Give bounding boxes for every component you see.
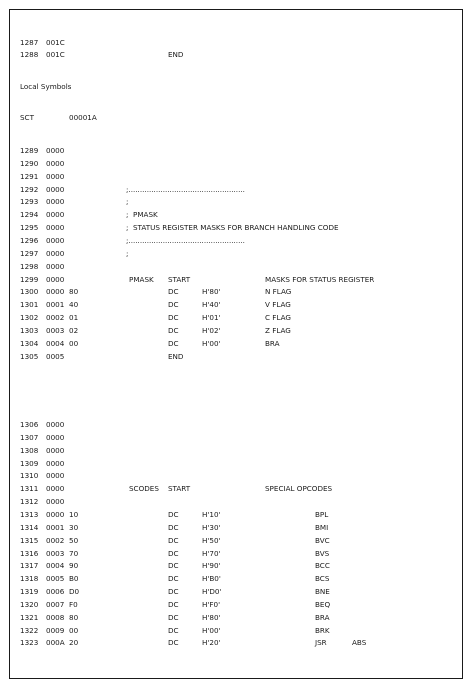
line-number: 1319 <box>20 587 39 597</box>
listing-line <box>10 470 462 482</box>
line-source-comment: ;................................................... <box>126 184 245 194</box>
line-operand: H'00' <box>202 625 221 635</box>
line-operand: H'40' <box>202 300 221 310</box>
line-address: 0000 <box>46 458 65 468</box>
line-operand: H'10' <box>202 509 221 519</box>
line-comment-extra: ABS <box>352 638 367 648</box>
line-source-comment: ; STATUS REGISTER MASKS FOR BRANCH HANDLING CODE <box>126 223 339 233</box>
line-object-code: 00 <box>69 625 79 635</box>
listing-line <box>10 612 462 624</box>
listing-line <box>10 496 462 508</box>
line-opcode: DC <box>168 313 179 323</box>
listing-line <box>10 235 462 247</box>
line-number: 1287 <box>20 38 39 47</box>
line-object-code: 80 <box>69 612 79 622</box>
line-address: 0002 <box>46 535 65 545</box>
listing-line <box>10 261 462 273</box>
listing-line <box>10 419 462 431</box>
listing-line <box>10 274 462 286</box>
line-comment: BVC <box>315 535 330 545</box>
line-object-code: F0 <box>69 599 78 609</box>
listing-line <box>10 637 462 649</box>
line-comment: BCC <box>315 561 330 571</box>
line-number: 1292 <box>20 184 39 194</box>
line-number: 1315 <box>20 535 39 545</box>
line-number: 1317 <box>20 561 39 571</box>
line-object-code: 90 <box>69 561 79 571</box>
line-number: 1309 <box>20 458 39 468</box>
line-comment: SPECIAL OPCODES <box>265 484 333 494</box>
listing-line <box>10 509 462 521</box>
line-comment: BNE <box>315 587 330 597</box>
line-opcode: DC <box>168 574 179 584</box>
line-address: 0002 <box>46 313 65 323</box>
listing-page <box>9 9 463 679</box>
line-number: 1322 <box>20 625 39 635</box>
line-source-comment: ; PMASK <box>126 210 158 220</box>
line-opcode: END <box>168 50 184 59</box>
line-address: 0000 <box>46 287 65 297</box>
line-opcode: DC <box>168 599 179 609</box>
line-number: 1318 <box>20 574 39 584</box>
line-object-code: 50 <box>69 535 79 545</box>
listing-line <box>10 548 462 560</box>
line-address: 0000 <box>46 420 65 429</box>
symbol-row <box>10 112 462 124</box>
line-number: 1302 <box>20 313 39 323</box>
line-operand: H'70' <box>202 548 221 558</box>
line-number: 1290 <box>20 158 39 168</box>
line-operand: H'01' <box>202 313 221 323</box>
line-address: 0004 <box>46 561 65 571</box>
line-address: 0000 <box>46 223 65 233</box>
line-number: 1323 <box>20 638 39 648</box>
line-object-code: 02 <box>69 325 79 335</box>
listing-line <box>10 586 462 598</box>
line-number: 1296 <box>20 235 39 245</box>
listing-line <box>10 299 462 311</box>
line-address: 0000 <box>46 158 65 168</box>
line-object-code: 80 <box>69 287 79 297</box>
line-operand: H'80' <box>202 287 221 297</box>
line-object-code: 30 <box>69 522 79 532</box>
line-comment: JSR <box>315 638 327 648</box>
line-operand: H'80' <box>202 612 221 622</box>
line-number: 1300 <box>20 287 39 297</box>
listing-line <box>10 483 462 495</box>
line-object-code: 01 <box>69 313 79 323</box>
line-number: 1307 <box>20 432 39 442</box>
listing-line <box>10 599 462 611</box>
line-address: 0000 <box>46 509 65 519</box>
line-comment: MASKS FOR STATUS REGISTER <box>265 274 375 284</box>
line-object-code: 40 <box>69 300 79 310</box>
local-symbols-heading <box>10 81 462 93</box>
line-operand: H'B0' <box>202 574 221 584</box>
line-label: SCODES <box>129 484 159 494</box>
line-address: 0008 <box>46 612 65 622</box>
line-label: PMASK <box>129 274 154 284</box>
line-source-comment: ;................................................... <box>126 235 245 245</box>
line-number: 1303 <box>20 325 39 335</box>
line-operand: H'20' <box>202 638 221 648</box>
line-address: 001C <box>46 50 65 59</box>
line-opcode: DC <box>168 287 179 297</box>
listing-line <box>10 445 462 457</box>
line-address: 0009 <box>46 625 65 635</box>
line-address: 000A <box>46 638 65 648</box>
line-address: 0000 <box>46 471 65 481</box>
line-number: 1291 <box>20 171 39 181</box>
line-address: 0000 <box>46 146 65 155</box>
line-number: 1304 <box>20 338 39 348</box>
line-address: 0006 <box>46 587 65 597</box>
line-address: 0000 <box>46 445 65 455</box>
line-comment: V FLAG <box>265 300 291 310</box>
line-opcode: START <box>168 274 191 284</box>
line-opcode: DC <box>168 625 179 635</box>
line-number: 1306 <box>20 420 39 429</box>
symbol-value: 00001A <box>69 113 97 122</box>
line-address: 0000 <box>46 171 65 181</box>
line-number: 1320 <box>20 599 39 609</box>
line-comment: C FLAG <box>265 313 291 323</box>
line-object-code: D0 <box>69 587 80 597</box>
section-heading: Local Symbols <box>20 82 72 91</box>
line-comment: BRA <box>315 612 330 622</box>
line-address: 0003 <box>46 548 65 558</box>
listing-line <box>10 184 462 196</box>
listing-line <box>10 196 462 208</box>
line-number: 1311 <box>20 484 39 494</box>
line-address: 0000 <box>46 235 65 245</box>
listing-line <box>10 171 462 183</box>
line-number: 1305 <box>20 351 39 361</box>
listing-line <box>10 209 462 221</box>
line-opcode: DC <box>168 522 179 532</box>
line-address: 0000 <box>46 210 65 220</box>
listing-line <box>10 351 462 363</box>
line-number: 1288 <box>20 50 39 59</box>
listing-line <box>10 325 462 337</box>
symbol-name: SCT <box>20 113 34 122</box>
line-number: 1295 <box>20 223 39 233</box>
line-source-comment: ; <box>126 197 129 207</box>
line-number: 1299 <box>20 274 39 284</box>
line-operand: H'02' <box>202 325 221 335</box>
line-address: 0003 <box>46 325 65 335</box>
listing-line <box>10 458 462 470</box>
line-address: 0005 <box>46 574 65 584</box>
listing-line <box>10 560 462 572</box>
line-address: 0005 <box>46 351 65 361</box>
line-object-code: 00 <box>69 338 79 348</box>
line-address: 0000 <box>46 248 65 258</box>
line-source-comment: ; <box>126 248 129 258</box>
line-opcode: DC <box>168 300 179 310</box>
line-opcode: DC <box>168 612 179 622</box>
line-object-code: 10 <box>69 509 79 519</box>
line-operand: H'F0' <box>202 599 221 609</box>
line-comment: BRK <box>315 625 330 635</box>
line-number: 1293 <box>20 197 39 207</box>
line-opcode: START <box>168 484 191 494</box>
line-comment: BCS <box>315 574 330 584</box>
line-opcode: END <box>168 351 184 361</box>
listing-line <box>10 573 462 585</box>
line-address: 001C <box>46 38 65 47</box>
line-comment: N FLAG <box>265 287 292 297</box>
line-object-code: 20 <box>69 638 79 648</box>
line-number: 1301 <box>20 300 39 310</box>
line-number: 1289 <box>20 146 39 155</box>
line-number: 1294 <box>20 210 39 220</box>
line-number: 1298 <box>20 261 39 271</box>
listing-line <box>10 145 462 157</box>
line-comment: BPL <box>315 509 329 519</box>
line-number: 1312 <box>20 497 39 507</box>
line-address: 0007 <box>46 599 65 609</box>
line-number: 1316 <box>20 548 39 558</box>
line-comment: BMI <box>315 522 329 532</box>
line-operand: H'90' <box>202 561 221 571</box>
listing-line <box>10 535 462 547</box>
listing-line <box>10 49 462 61</box>
line-comment: Z FLAG <box>265 325 291 335</box>
line-operand: H'D0' <box>202 587 222 597</box>
line-opcode: DC <box>168 535 179 545</box>
line-opcode: DC <box>168 325 179 335</box>
line-opcode: DC <box>168 561 179 571</box>
listing-line <box>10 312 462 324</box>
line-address: 0000 <box>46 184 65 194</box>
line-number: 1321 <box>20 612 39 622</box>
line-address: 0000 <box>46 261 65 271</box>
line-address: 0000 <box>46 497 65 507</box>
line-operand: H'50' <box>202 535 221 545</box>
line-address: 0000 <box>46 274 65 284</box>
listing-line <box>10 37 462 49</box>
line-comment: BEQ <box>315 599 331 609</box>
line-number: 1313 <box>20 509 39 519</box>
line-operand: H'00' <box>202 338 221 348</box>
listing-line <box>10 248 462 260</box>
line-comment: BRA <box>265 338 280 348</box>
line-address: 0000 <box>46 432 65 442</box>
line-number: 1297 <box>20 248 39 258</box>
line-address: 0000 <box>46 197 65 207</box>
listing-line <box>10 158 462 170</box>
line-opcode: DC <box>168 587 179 597</box>
line-address: 0000 <box>46 484 65 494</box>
line-comment: BVS <box>315 548 330 558</box>
listing-line <box>10 625 462 637</box>
line-opcode: DC <box>168 638 179 648</box>
line-address: 0001 <box>46 522 65 532</box>
listing-line <box>10 222 462 234</box>
line-object-code: B0 <box>69 574 79 584</box>
listing-line <box>10 286 462 298</box>
line-operand: H'30' <box>202 522 221 532</box>
line-opcode: DC <box>168 509 179 519</box>
line-address: 0004 <box>46 338 65 348</box>
line-number: 1310 <box>20 471 39 481</box>
line-opcode: DC <box>168 548 179 558</box>
line-address: 0001 <box>46 300 65 310</box>
line-opcode: DC <box>168 338 179 348</box>
listing-line <box>10 522 462 534</box>
line-number: 1308 <box>20 445 39 455</box>
line-number: 1314 <box>20 522 39 532</box>
listing-line <box>10 338 462 350</box>
listing-line <box>10 432 462 444</box>
line-object-code: 70 <box>69 548 79 558</box>
